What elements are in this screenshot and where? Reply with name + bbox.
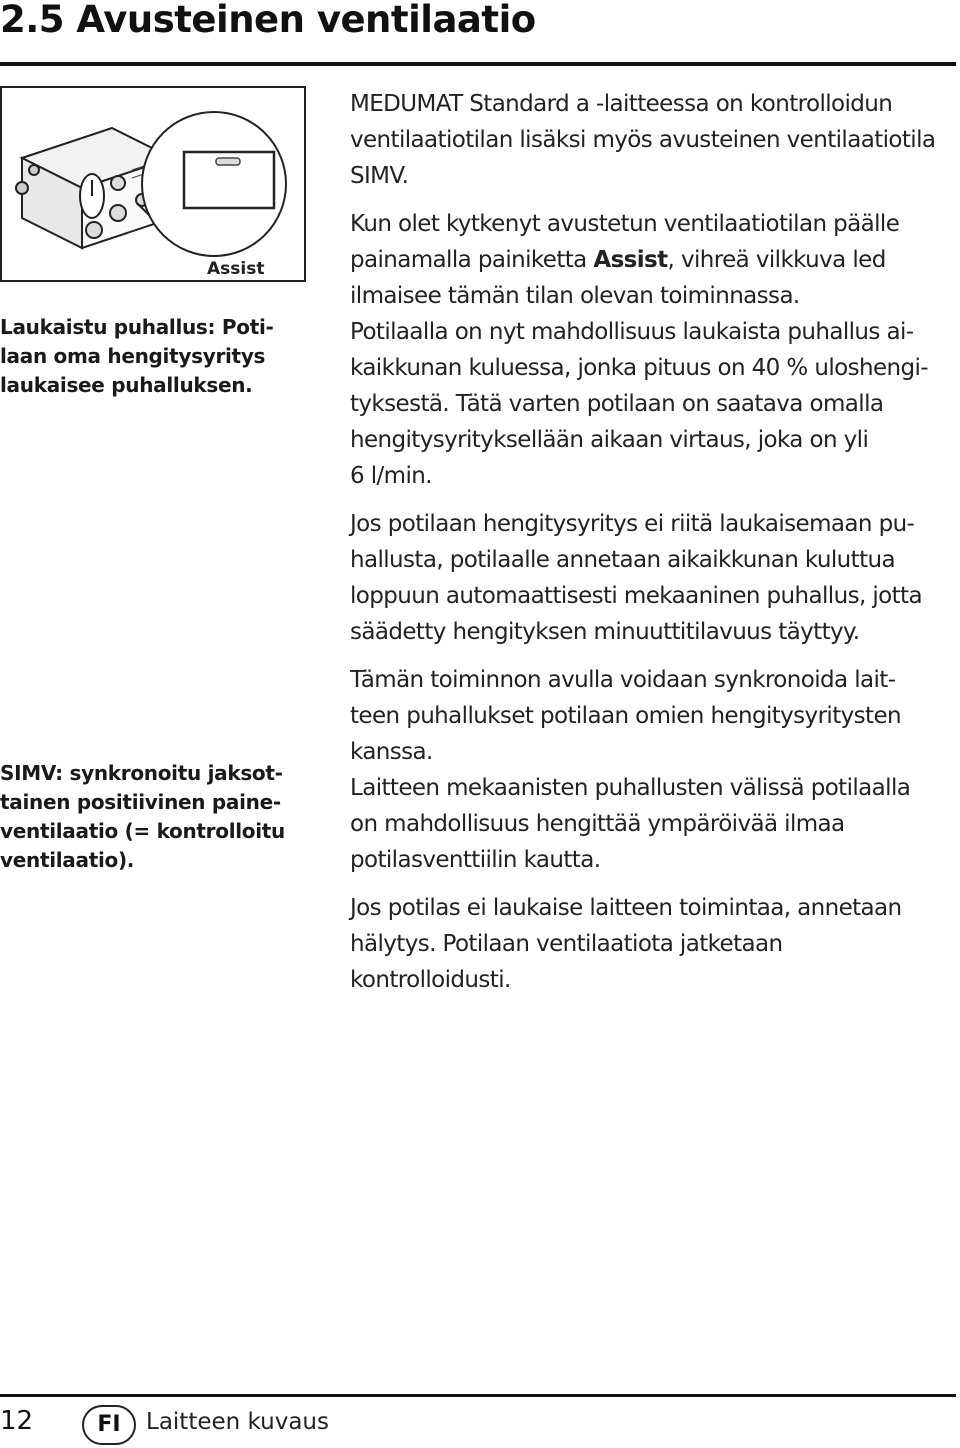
page-number: 12 (0, 1406, 34, 1436)
paragraph-intro (350, 86, 955, 194)
paragraph-alarm (350, 890, 955, 998)
language-badge: FI (82, 1405, 136, 1445)
side-note-line: Laukaistu puhallus: Poti- (0, 315, 274, 339)
text-fragment: painamalla painiketta (350, 247, 594, 273)
text-line: Jos potilas ei laukaise laitteen toimintaa, annetaan (350, 895, 902, 921)
assist-button-label: Assist (207, 259, 265, 279)
text-line: SIMV. (350, 163, 409, 189)
side-note-line: tainen positiivinen paine- (0, 790, 281, 814)
side-note-line: ventilaatio (= kontrolloitu (0, 819, 285, 843)
text-line: kaikkunan kuluessa, jonka pituus on 40 % uloshengi- (350, 355, 928, 381)
text-line: säädetty hengityksen minuuttitilavuus täyttyy. (350, 619, 860, 645)
text-line: ilmaisee tämän tilan olevan toiminnassa. (350, 283, 800, 309)
side-note-simv (0, 759, 285, 875)
text-line: teen puhallukset potilaan omien hengitysyritysten (350, 703, 901, 729)
text-line: potilasventtiilin kautta. (350, 847, 601, 873)
paragraph-assist (350, 206, 955, 494)
heading-rule (0, 62, 956, 66)
device-illustration (0, 86, 306, 282)
body-text (350, 86, 955, 1010)
text-line: MEDUMAT Standard a -laitteessa on kontrolloidun (350, 91, 893, 117)
side-note-line: SIMV: synkronoitu jaksot- (0, 761, 283, 785)
text-line: tyksestä. Tätä varten potilaan on saatava omalla (350, 391, 884, 417)
text-line: Potilaalla on nyt mahdollisuus laukaista puhallus ai- (350, 319, 914, 345)
paragraph-ambient-air (350, 770, 955, 878)
side-note-line: ventilaatio). (0, 848, 135, 872)
text-fragment: , vihreä vilkkuva led (667, 247, 886, 273)
paragraph-synchronize (350, 662, 955, 770)
text-line: hengitysyrityksellään aikaan virtaus, joka on yli (350, 427, 869, 453)
section-heading: 2.5 Avusteinen ventilaatio (0, 0, 536, 41)
text-line: Kun olet kytkenyt avustetun ventilaatiotilan päälle (350, 211, 900, 237)
text-line: on mahdollisuus hengittää ympäröivää ilmaa (350, 811, 845, 837)
text-line (350, 242, 955, 278)
chapter-title: Laitteen kuvaus (146, 1409, 329, 1435)
text-line: hallusta, potilaalle annetaan aikaikkunan kuluttua (350, 547, 895, 573)
side-note-line: laan oma hengitysyritys (0, 344, 266, 368)
text-line: Laitteen mekaanisten puhallusten välissä potilaalla (350, 775, 911, 801)
side-note-line: laukaisee puhalluksen. (0, 373, 253, 397)
text-line: ventilaatiotilan lisäksi myös avusteinen ventilaatiotila (350, 127, 936, 153)
text-line: hälytys. Potilaan ventilaatiota jatketaan (350, 931, 783, 957)
side-note-triggered-breath (0, 313, 274, 400)
text-line: kanssa. (350, 739, 433, 765)
text-line: 6 l/min. (350, 463, 432, 489)
footer-rule (0, 1394, 956, 1397)
paragraph-mechanical-breath (350, 506, 955, 650)
text-line: loppuun automaattisesti mekaaninen puhallus, jotta (350, 583, 922, 609)
text-line: kontrolloidusti. (350, 967, 511, 993)
ventilator-drawing (2, 88, 304, 280)
text-line: Jos potilaan hengitysyritys ei riitä laukaisemaan pu- (350, 511, 915, 537)
assist-keyword: Assist (593, 247, 668, 273)
text-line: Tämän toiminnon avulla voidaan synkronoida lait- (350, 667, 896, 693)
